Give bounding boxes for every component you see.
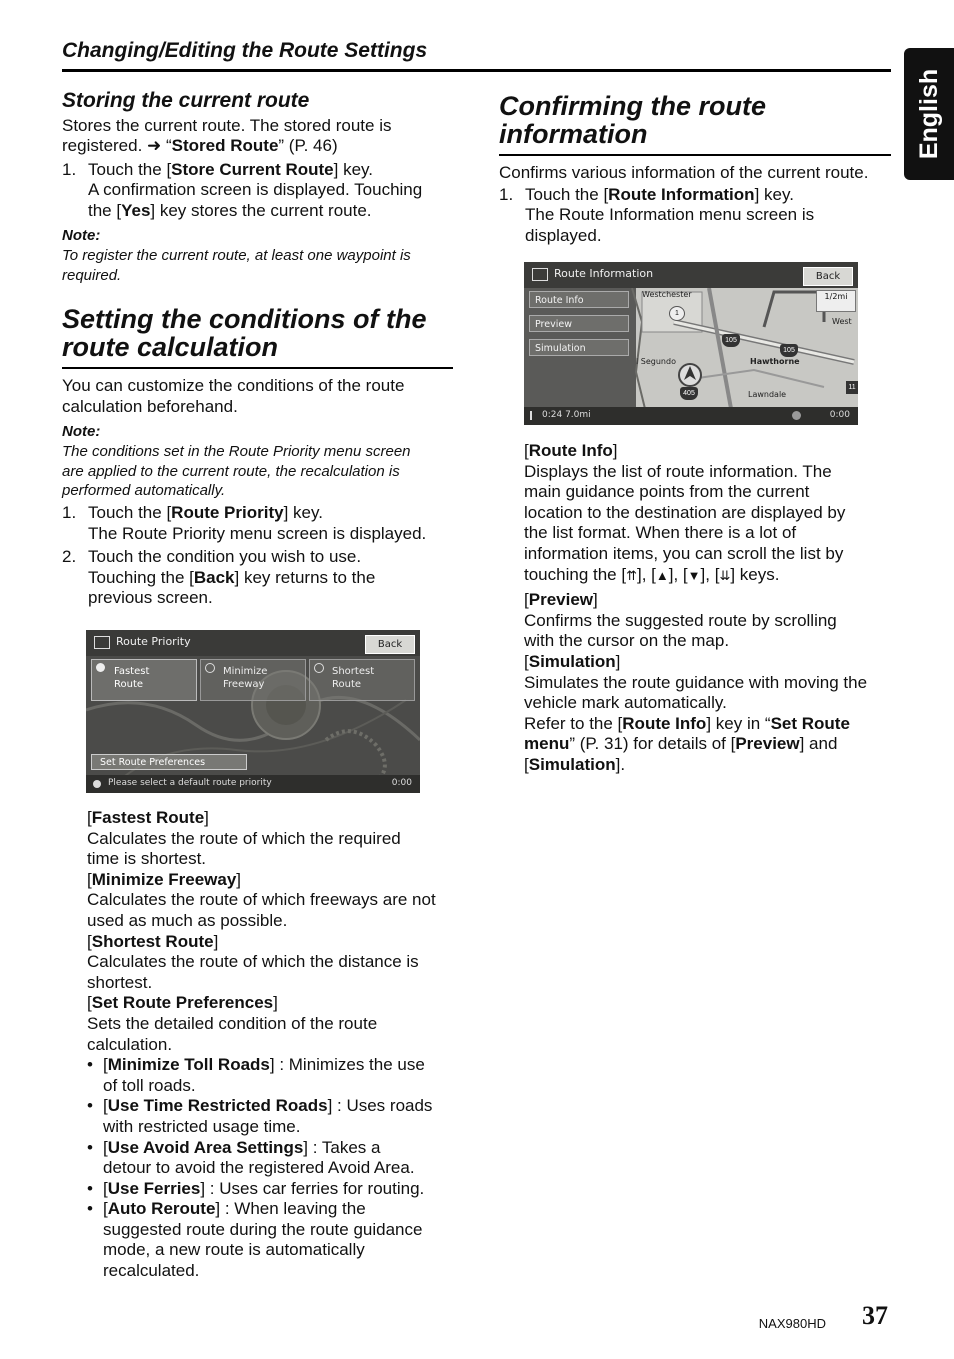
fastest-route-desc: [Fastest Route] Calculates the route of which the required time is shortest. [87,808,401,869]
status-bar [524,407,858,425]
route-info-options [524,441,894,776]
minimize-freeway-button[interactable]: Minimize Freeway [200,659,306,701]
simulation-desc: [Simulation] Simulates the route guidance with moving the vehicle mark automatically. [524,651,868,713]
map-label-lawndale: Lawndale [748,390,787,399]
route-priority-screen [86,630,420,793]
confirming-step-1: 1. Touch the [Route Information] key. The Route Information menu screen is displayed. [499,184,815,245]
page-down-icon: ⇊ [719,567,731,583]
conditions-step-1: 1. Touch the [Route Priority] key. The Route Priority menu screen is displayed. [62,502,427,543]
language-tab-label: English [915,68,943,160]
highway-shield-11: 11 [846,381,858,394]
down-arrow-icon: ▼ [687,567,701,583]
page-up-icon: ⇈ [626,567,637,583]
page-number: 37 [862,1301,888,1330]
minimize-freeway-desc: [Minimize Freeway] Calculates the route of which freeways are not used as much as possible. [87,869,436,930]
route-icon [94,636,110,649]
header-rule [62,69,891,72]
left-column [62,91,457,609]
clock: 0:00 [829,410,850,420]
conditions-intro: You can customize the conditions of the route calculation beforehand. [62,376,405,416]
screen-title: Route Information [554,267,654,280]
highway-shield-1: 1 [669,306,685,321]
model-number: NAX980HD [758,1316,826,1331]
route-info-button[interactable]: Route Info [529,291,629,308]
map-label-hawthorne: Hawthorne [750,357,800,366]
set-route-preferences-button[interactable]: Set Route Preferences [91,754,247,770]
note-label: Note: [62,422,101,440]
storing-intro [62,116,457,157]
right-column [499,92,894,246]
note-label: Note: [62,226,101,244]
storing-note: To register the current route, at least one waypoint is required. [62,247,411,284]
bullet-item: • [Minimize Toll Roads] : Minimizes the use of toll roads. [87,1055,457,1096]
conditions-heading: Setting the conditions of the route calculation [62,304,427,363]
status-time: 0:00 [391,778,412,788]
info-icon [93,780,101,788]
back-button[interactable]: Back [365,635,415,654]
storing-intro-line: registered. ➜ “Stored Route” (P. 46) [62,136,338,156]
highway-shield-105: 105 [722,334,740,347]
back-button[interactable]: Back [803,267,853,286]
radio-icon [314,663,324,673]
confirming-intro: Confirms various information of the current route. [499,163,869,182]
preview-desc: [Preview] Confirms the suggested route by scrolling with the cursor on the map. [524,590,837,651]
heading-rule [499,154,891,156]
fastest-route-button[interactable]: Fastest Route [91,659,197,701]
set-route-preferences-desc: [Set Route Preferences] Sets the detailed condition of the route calculation. [87,993,378,1054]
conditions-step-2: 2. Touch the condition you wish to use. Touching the [Back] key returns to the previous screen. [62,547,376,608]
heading-rule [62,367,453,369]
bullet-item: • [Use Avoid Area Settings] : Takes a detour to avoid the registered Avoid Area. [87,1138,457,1179]
distance-time: 0:24 7.0mi [542,410,591,420]
shortest-route-desc: [Shortest Route] Calculates the route of which the distance is shortest. [87,931,419,992]
bullet-item: • [Use Time Restricted Roads] : Uses roads with restricted usage time. [87,1096,457,1137]
confirming-heading: Confirming the route information [499,91,766,149]
gps-icon [792,411,801,420]
radio-icon [205,663,215,673]
bullet-item: • [Auto Reroute] : When leaving the suggested route during the route guidance mode, a new route is automatically recalculated. [87,1199,457,1281]
route-information-screen [524,262,858,425]
bullet-item: • [Use Ferries] : Uses car ferries for routing. [87,1179,457,1200]
up-arrow-icon: ▲ [655,567,669,583]
screen-title: Route Priority [116,635,191,648]
map-label-westchester: Westchester [642,290,692,299]
status-message: Please select a default route priority [108,778,272,788]
storing-heading: Storing the current route [62,89,310,112]
language-tab [904,48,954,180]
storing-step-1: 1. Touch the [Store Current Route] key. A confirmation screen is displayed. Touching the [Yes] key stores the current route. [62,159,423,220]
conditions-note: The conditions set in the Route Priority menu screen are applied to the current route, the recalculation is performed automatically. [62,443,411,500]
highway-shield-405: 405 [680,387,698,400]
map-label-segundo: l Segundo [636,357,676,366]
highway-shield-105: 105 [780,344,798,357]
shortest-route-button[interactable]: Shortest Route [309,659,415,701]
flag-icon [530,411,539,420]
route-info-desc: [Route Info] Displays the list of route information. The main guidance points from the current location to the destination are displayed by the list format. When there is a lot of information items, you can scroll the list by touching the [⇈], [▲], [▼], [⇊] keys. [524,441,846,584]
reference-note: Refer to the [Route Info] key in “Set Route menu” (P. 31) for details of [Preview] and [Simulation]. [524,713,850,774]
route-icon [532,268,548,281]
storing-intro-line: Stores the current route. The stored route is [62,115,392,135]
map-scale: 1/2mi [816,290,856,312]
section-header: Changing/Editing the Route Settings [62,39,428,62]
status-bar [86,775,420,793]
simulation-button[interactable]: Simulation [529,339,629,356]
map-label-west: West [832,317,852,326]
preview-button[interactable]: Preview [529,315,629,332]
radio-selected-icon [96,663,105,672]
route-priority-options [87,808,457,1282]
